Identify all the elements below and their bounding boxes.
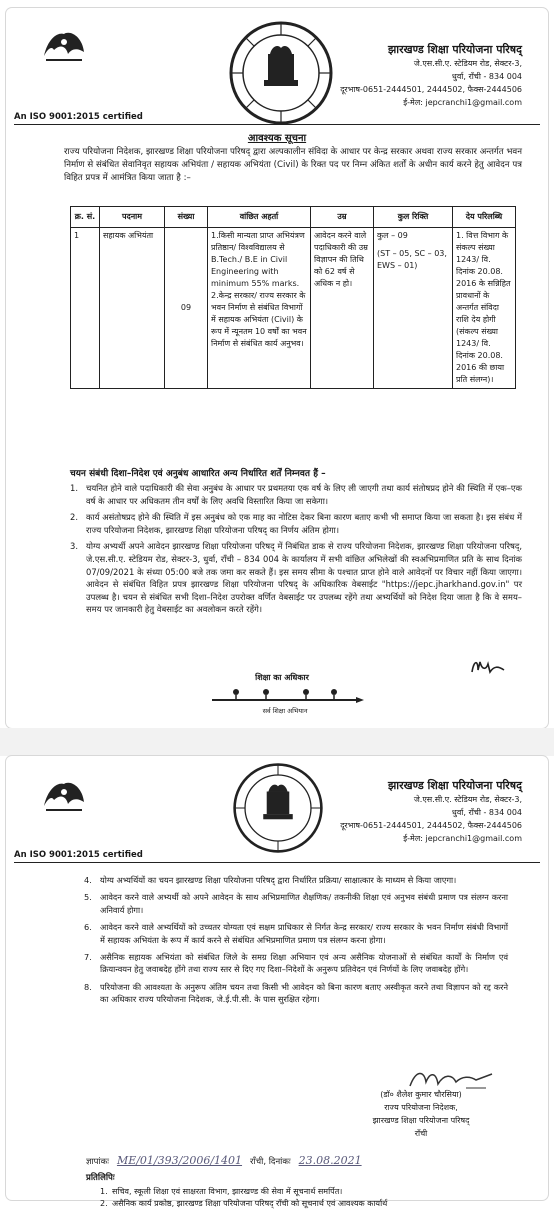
vacancy-total: कुल – 09 [377, 231, 408, 240]
item-number: 2. [70, 512, 78, 523]
item-number: 7. [84, 952, 92, 963]
conditions-heading: चयन संबंधी दिशा–निदेश एवं अनुबंध आधारित अन्य निर्धारित शर्तें निम्नवत हैं – [70, 469, 326, 479]
item-text: चयनित होने वाले पदाधिकारी की सेवा अनुबंध के आधार पर प्रथमतया एक वर्ष के लिए ली जाएगी तथा कार्य संतोषप्रद होने की स्थिति में एक–एक वर्ष के आधार पर अधिकतम तीन वर्षों के लिए अवधि विस्तारित किया जा सकेगा। [86, 483, 522, 506]
item-text: कार्य असंतोषप्रद होने की स्थिति में इस अनुबंध को एक माह का नोटिस देकर बिना कारण बताए कभी भी समाप्त किया जा सकता है। इस संबंध में राज्य परियोजना निदेशक, झारखण्ड शिक्षा परियोजना परिषद् का निर्णय अंतिम होगा। [86, 512, 522, 535]
col-pay: देय परिलब्धि [453, 207, 516, 228]
motto-line-2: सर्व शिक्षा अभियान [262, 707, 308, 715]
table-header-row [71, 207, 516, 228]
org-name: झारखण्ड शिक्षा परियोजना परिषद् [387, 779, 522, 792]
item-number: 3. [70, 541, 78, 552]
motto-line-1: शिक्षा का अधिकार [255, 673, 309, 682]
signatory-org: झारखण्ड शिक्षा परियोजना परिषद् [372, 1116, 470, 1125]
pencil-children-icon [206, 686, 366, 708]
cell-age: आवेदन करने वाले पदाधिकारी की उम्र विज्ञापन की तिथि को 62 वर्ष से अधिक न हो। [311, 228, 374, 389]
item-text: आवेदन करने वाले अभ्यर्थियों को उच्चतर योग्यता एवं सक्षम प्राधिकार से निर्गत केन्द्र सरकार/ राज्य सरकार के भवन निर्माण संबंधी विभागों में सहायक अभियंता के रूप में कार्य करने से संबंधित अभिप्रमाणित प्रमाण पत्र संलग्न करना होगा। [100, 922, 508, 945]
list-item [84, 981, 508, 1006]
address-line-1: जे.एस.सी.ए. स्टेडियम रोड, सेक्टर-3, [413, 59, 522, 68]
col-post: पदनाम [100, 207, 165, 228]
jepc-logo [38, 26, 90, 72]
item-number: 1. [70, 483, 78, 493]
cc-heading: प्रतिलिपिः [86, 1173, 115, 1183]
item-number: 2. [100, 1199, 108, 1208]
col-count: संख्या [165, 207, 208, 228]
cc-list [100, 1186, 518, 1210]
cell-vacancy [374, 228, 453, 389]
email-line: ई-मेल: jepcranchi1@gmail.com [403, 834, 522, 843]
col-age: उम्र [311, 207, 374, 228]
org-name: झारखण्ड शिक्षा परियोजना परिषद् [387, 43, 522, 56]
letterhead [332, 778, 522, 845]
memo-city-date-label: राँची, दिनांकः [250, 1157, 291, 1167]
address-line-2: धुर्वा, राँची - 834 004 [451, 72, 522, 81]
item-number: 8. [84, 981, 92, 992]
item-number: 5. [84, 892, 92, 903]
conditions-list-continued [84, 874, 508, 1011]
header-divider [14, 862, 540, 863]
item-text: असैनिक सहायक अभियंता को संबंधित जिले के समग्र शिक्षा अभियान एवं अन्य असैनिक योजनाओं से संबंधित कार्यों के निर्माण एवं क्रियान्वयन हेतु जवाबदेह होंगे तथा राज्य स्तर से दिए गए दिशा–निदेशों के अनुरूप प्रतिवेदन एवं निर्णयों के लिए जवाबदेह होंगे। [100, 952, 508, 975]
document-page-1 [6, 8, 548, 728]
col-sl: क्र. सं. [71, 207, 100, 228]
item-text: योग्य अभ्यर्थियों का चयन झारखण्ड शिक्षा परियोजना परिषद् द्वारा निर्धारित प्रक्रिया/ साक्षात्कार के माध्यम से किया जाएगा। [100, 875, 457, 885]
jepc-logo [38, 776, 90, 822]
list-item [84, 951, 508, 976]
col-vacancy: कुल रिक्ति [374, 207, 453, 228]
signatory-city: राँची [414, 1129, 428, 1138]
address-line-2: धुर्वा, राँची - 834 004 [451, 808, 522, 817]
state-emblem-icon [228, 20, 334, 126]
qualification-1: 1.किसी मान्यता प्राप्त अभियंत्रण प्रतिष्ठान/ विश्वविद्यालय से B.Tech./ B.E in Civil Engineering with minimum 55% marks. [211, 231, 305, 288]
list-item [84, 891, 508, 916]
phone-line: दूरभाष-0651-2444501, 2444502, फैक्स-2444506 [340, 821, 522, 830]
vacancy-breakup: (ST – 05, SC – 03, EWS – 01) [377, 249, 447, 270]
item-text: असैनिक कार्य प्रकोष्ठ, झारखण्ड शिक्षा परियोजना परिषद् राँची को सूचनार्थ एवं आवश्यक कार्यार्थ [112, 1199, 388, 1208]
conditions-list [70, 482, 522, 620]
email-line: ई-मेल: jepcranchi1@gmail.com [403, 98, 522, 107]
state-emblem-icon [232, 762, 324, 854]
cell-count: 09 [165, 228, 208, 389]
memo-date: 23.08.2021 [298, 1154, 362, 1167]
signature-initials [468, 656, 508, 678]
header-divider [14, 124, 540, 125]
list-item [100, 1186, 518, 1198]
memo-line [86, 1154, 518, 1167]
cell-sl: 1 [71, 228, 100, 389]
item-text: सचिव, स्कूली शिक्षा एवं साक्षरता विभाग, झारखण्ड की सेवा में सूचनार्थ समर्पित। [112, 1187, 343, 1196]
document-page-2 [6, 756, 548, 1208]
cell-pay: 1. वित्त विभाग के संकल्प संख्या 1243/ वि. दिनांक 20.08. 2016 के सन्निहित प्रावधानों के अन्तर्गत संविदा राशि देय होगी (संकल्प संख्या 1243/ वि. दिनांक 20.08. 2016 की छाया प्रति संलग्न)। [453, 228, 516, 389]
iso-certification: An ISO 9001:2015 certified [14, 850, 143, 860]
notice-title: आवश्यक सूचना [247, 133, 307, 144]
list-item [84, 874, 508, 886]
list-item [70, 540, 522, 616]
col-qualification: वांछित अहर्ता [208, 207, 311, 228]
memo-label: ज्ञापांकः [86, 1157, 109, 1167]
address-line-1: जे.एस.सी.ए. स्टेडियम रोड, सेक्टर-3, [413, 795, 522, 804]
letterhead [332, 42, 522, 109]
page-separator [0, 728, 554, 756]
signatory-block [336, 1088, 506, 1140]
item-number: 4. [84, 875, 92, 885]
item-number: 1. [100, 1187, 108, 1196]
item-text: परियोजना की आवश्यता के अनुरूप अंतिम चयन तथा किसी भी आवेदन को बिना कारण बताए अस्वीकृत करने तथा विज्ञापन को रद्द करने का अधिकार राज्य परियोजना निदेशक, जे.ई.पी.सी. के पास सुरक्षित रहेगा। [100, 981, 508, 1005]
motto-block [206, 672, 366, 724]
phone-line: दूरभाष-0651-2444501, 2444502, फैक्स-2444506 [340, 85, 522, 94]
qualification-2: 2.केन्द्र सरकार/ राज्य सरकार के भवन निर्माण से संबंधित विभागों में सहायक अभियंता (Civil) के रूप में न्यूनतम 10 वर्षों का भवन निर्माण से संबंधित कार्य अनुभव। [211, 291, 307, 348]
cell-qualification [208, 228, 311, 389]
list-item [70, 482, 522, 507]
list-item [84, 921, 508, 946]
list-item [100, 1198, 518, 1210]
cell-post: सहायक अभियंता [100, 228, 165, 389]
memo-number: ME/01/393/2006/1401 [116, 1154, 243, 1167]
signatory-designation: राज्य परियोजना निदेशक, [384, 1103, 458, 1112]
list-item [70, 511, 522, 536]
table-row [71, 228, 516, 389]
notice-intro: राज्य परियोजना निदेशक, झारखण्ड शिक्षा परियोजना परिषद् द्वारा अल्पकालीन संविदा के आधार पर केन्द्र सरकार अथवा राज्य सरकार अन्तर्गत भवन निर्माण से संबंधित सेवानिवृत सहायक अभियंता / सहायक अभियंता (Civil) के रिक्त पद पर निम्न अंकित शर्तों के अधीन कार्य करने हेतु आवेदन पत्र विहित प्रपत्र में आमंत्रित किया जाता है :– [64, 147, 522, 183]
vacancy-table [70, 206, 516, 389]
item-text: आवेदन करने वाले अभ्यर्थी को अपने आवेदन के साथ अभिप्रमाणित शैक्षणिक/ तकनीकी शिक्षा एवं अनुभव संबंधी प्रमाण पत्र संलग्न करना अनिवार्य होगा। [100, 892, 508, 915]
item-text: योग्य अभ्यर्थी अपने आवेदन झारखण्ड शिक्षा परियोजना परिषद् में निबंधित डाक से राज्य परियोजना निदेशक, झारखण्ड शिक्षा परियोजना परिषद्, जे.एस.सी.ए. स्टेडियम रोड, सेक्टर-3, धुर्वा, राँची – 834 004 के कार्यालय में सभी वांछित अभिलेखों की स्वअभिप्रमाणित प्रति के साथ दिनांक 07/09/2021 के संध्या 05:00 बजे तक जमा कर सकते हैं। इस समय सीमा के पश्चात प्राप्त होने वाले आवेदनों पर विचार नहीं किया जाएगा। आवेदन से संबंधित विहित प्रपत्र झारखण्ड शिक्षा परियोजना परिषद् के अधिकारिक वेबसाईट "https://jepc.jharkhand.gov.in" पर उपलब्ध है। चयन से संबंधित सभी दिशा–निदेश उपरोक्त वर्णित वेबसाईट पर उपलब्ध रहेंगे तथा अभ्यर्थियों को निदेश दिया जाता है कि वे समय–समय पर जानकारी हेतु वेबसाईट का अवलोकन करते रहेंगे। [86, 541, 522, 615]
signatory-name: (डॉ० शैलेश कुमार चौरसिया) [380, 1090, 462, 1099]
item-number: 6. [84, 922, 92, 933]
iso-certification: An ISO 9001:2015 certified [14, 112, 143, 122]
